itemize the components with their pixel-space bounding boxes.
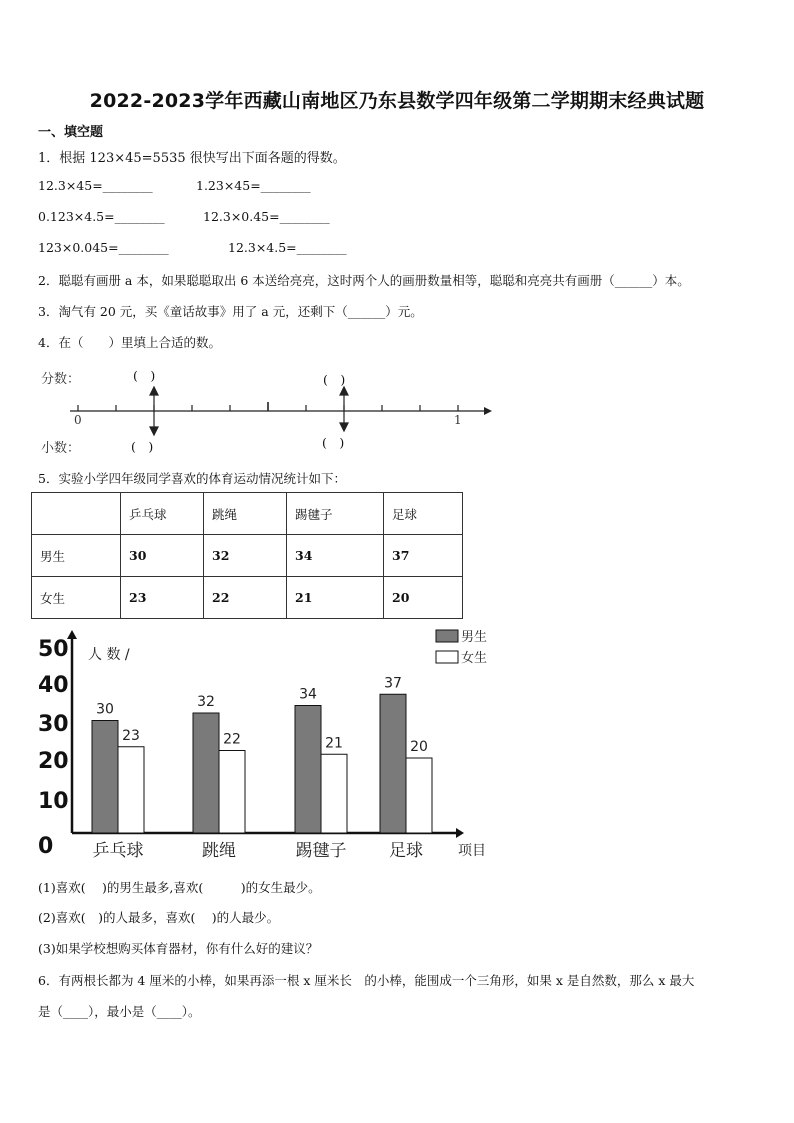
y-tick-label: 10 (38, 789, 69, 814)
table-row-label: 女生 (32, 577, 121, 619)
x-category-label: 乒乓球 (92, 841, 144, 861)
y-tick-label: 0 (38, 834, 54, 859)
question-3: 3．淘气有 20 元，买《童话故事》用了 a 元，还剩下（______）元。 (38, 304, 423, 319)
x-category-label: 踢毽子 (295, 841, 347, 861)
bar-value-label: 34 (299, 686, 317, 703)
question-6-line-1: 6．有两根长都为 4 厘米的小棒，如果再添一根 x 厘米长 的小棒，能围成一个三角形，如果 x 是自然数，那么 x 最大 (38, 973, 695, 988)
question-6-line-2: 是（____），最小是（____）。 (38, 1004, 201, 1019)
fraction-blank-2: ( ) (323, 372, 346, 387)
bar-value-label: 23 (122, 727, 140, 744)
y-tick-label: 30 (38, 712, 69, 737)
bar-value-label: 32 (197, 694, 215, 710)
bar-boys (92, 721, 118, 834)
bar-value-label: 30 (96, 701, 114, 718)
table-cell: 22 (204, 577, 287, 619)
table-cell: 30 (121, 535, 204, 577)
q1-item-6: 12.3×4.5=________ (228, 240, 347, 255)
section-heading: 一、填空题 (38, 125, 104, 140)
q5-sub-2: (2)喜欢( )的人最多，喜欢( )的人最少。 (38, 910, 280, 925)
legend-swatch (436, 630, 458, 642)
bar-boys (295, 706, 321, 834)
bar-value-label: 20 (410, 739, 428, 755)
legend-label: 男生 (461, 630, 488, 645)
legend-swatch (436, 651, 458, 663)
number-line-one: 1 (454, 413, 462, 427)
decimal-blank-1: ( ) (131, 439, 154, 454)
table-header-cell: 足球 (384, 493, 463, 535)
question-1: 1．根据 123×45=5535 很快写出下面各题的得数。 (38, 151, 346, 166)
x-axis-label: 项目 (458, 843, 486, 859)
q5-sub-3: (3)如果学校想购买体育器材，你有什么好的建议？ (38, 941, 319, 956)
table-cell: 37 (384, 535, 463, 577)
table-header-cell: 踢毽子 (287, 493, 384, 535)
question-2: 2．聪聪有画册 a 本，如果聪聪取出 6 本送给亮亮，这时两个人的画册数量相等，聪聪和亮亮共有画册（______）本。 (38, 273, 690, 288)
y-tick-label: 50 (38, 637, 69, 662)
x-category-label: 足球 (389, 841, 423, 861)
table-cell: 21 (287, 577, 384, 619)
q1-item-5: 123×0.045=________ (38, 240, 169, 255)
table-cell: 32 (204, 535, 287, 577)
decimal-label: 小数： (41, 441, 81, 456)
table-cell: 23 (121, 577, 204, 619)
bar-girls (118, 747, 144, 833)
q1-item-1: 12.3×45=________ (38, 178, 153, 193)
bar-girls (219, 751, 245, 834)
number-line-zero: 0 (74, 413, 82, 427)
question-5: 5．实验小学四年级同学喜欢的体育运动情况统计如下： (38, 471, 346, 486)
fraction-label: 分数： (41, 372, 81, 387)
bar-value-label: 21 (325, 735, 343, 752)
legend-label: 女生 (461, 651, 488, 666)
bar-girls (321, 754, 347, 833)
q1-item-4: 12.3×0.45=________ (203, 209, 330, 224)
page-title: 2022-2023学年西藏山南地区乃东县数学四年级第二学期期末经典试题 (89, 90, 705, 112)
table-header-cell: 跳绳 (204, 493, 287, 535)
bar-value-label: 37 (384, 675, 402, 692)
q1-item-2: 1.23×45=________ (196, 178, 311, 193)
bar-girls (406, 758, 432, 833)
question-4: 4．在（ ）里填上合适的数。 (38, 335, 221, 350)
y-axis-label: 人 数 / (88, 647, 130, 663)
table-cell: 20 (384, 577, 463, 619)
bar-boys (380, 694, 406, 833)
table-cell: 34 (287, 535, 384, 577)
table-header-cell: 乒乓球 (121, 493, 204, 535)
y-tick-label: 20 (38, 749, 69, 774)
x-category-label: 跳绳 (202, 841, 236, 861)
x-axis-arrow (456, 828, 464, 838)
q5-sub-1: (1)喜欢( )的男生最多,喜欢( )的女生最少。 (38, 880, 321, 895)
fraction-blank-1: ( ) (133, 368, 156, 383)
table-row-label: 男生 (32, 535, 121, 577)
y-tick-label: 40 (38, 673, 69, 698)
q1-item-3: 0.123×4.5=________ (38, 209, 165, 224)
decimal-blank-2: ( ) (322, 435, 345, 450)
bar-boys (193, 713, 219, 833)
bar-value-label: 22 (223, 731, 241, 748)
